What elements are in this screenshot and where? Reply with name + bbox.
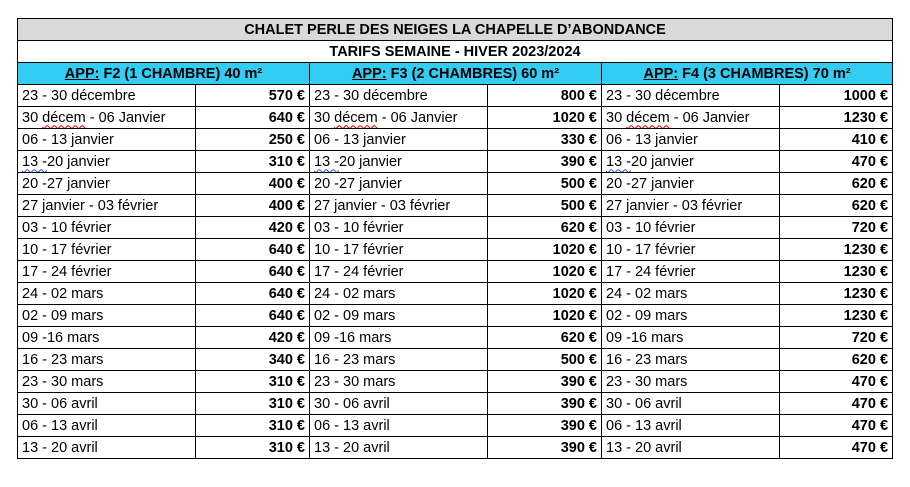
- period-cell: 24 - 02 mars: [602, 283, 780, 305]
- period-cell: 30 - 06 avril: [18, 393, 196, 415]
- table-row: [18, 349, 893, 371]
- period-cell: 09 -16 mars: [310, 327, 488, 349]
- price-cell: 250 €: [196, 129, 310, 151]
- price-cell: 1000 €: [780, 85, 893, 107]
- price-cell: 500 €: [488, 173, 602, 195]
- period-cell: 20 -27 janvier: [18, 173, 196, 195]
- price-cell: 720 €: [780, 217, 893, 239]
- price-cell: 620 €: [488, 217, 602, 239]
- period-cell: 03 - 10 février: [18, 217, 196, 239]
- price-cell: 640 €: [196, 305, 310, 327]
- period-cell: 16 - 23 mars: [602, 349, 780, 371]
- price-cell: 1020 €: [488, 261, 602, 283]
- price-cell: 570 €: [196, 85, 310, 107]
- period-cell: [310, 151, 488, 173]
- apartment-prefix: APP:: [64, 65, 100, 82]
- tariff-table: [17, 18, 893, 459]
- price-cell: 500 €: [488, 195, 602, 217]
- apartment-label: F3 (2 CHAMBRES) 60 m²: [386, 65, 560, 82]
- period-text: - 06 Janvier: [669, 109, 750, 126]
- period-cell: 13 - 20 avril: [18, 437, 196, 459]
- period-marked-text: 13 -: [606, 153, 631, 170]
- price-cell: 390 €: [488, 437, 602, 459]
- period-cell: 30 - 06 avril: [602, 393, 780, 415]
- period-text: - 06 Janvier: [377, 109, 458, 126]
- period-text: 30: [314, 109, 335, 126]
- title-row: [18, 19, 893, 41]
- price-cell: 500 €: [488, 349, 602, 371]
- price-cell: 410 €: [780, 129, 893, 151]
- table-row: [18, 107, 893, 129]
- price-cell: 390 €: [488, 371, 602, 393]
- period-cell: 23 - 30 décembre: [18, 85, 196, 107]
- price-cell: 400 €: [196, 195, 310, 217]
- table-row: [18, 173, 893, 195]
- period-marked-text: décem: [42, 109, 86, 126]
- period-cell: 02 - 09 mars: [310, 305, 488, 327]
- price-cell: 340 €: [196, 349, 310, 371]
- price-cell: 1230 €: [780, 107, 893, 129]
- period-text: 20 janvier: [339, 153, 402, 170]
- period-text: 30: [22, 109, 43, 126]
- price-cell: 310 €: [196, 393, 310, 415]
- table-row: [18, 129, 893, 151]
- period-cell: 27 janvier - 03 février: [18, 195, 196, 217]
- table-row: [18, 327, 893, 349]
- apartment-header-row: [18, 63, 893, 85]
- apartment-header-f4: [602, 63, 893, 85]
- table-row: [18, 415, 893, 437]
- price-cell: 800 €: [488, 85, 602, 107]
- period-cell: 16 - 23 mars: [18, 349, 196, 371]
- period-cell: 10 - 17 février: [310, 239, 488, 261]
- period-cell: [18, 107, 196, 129]
- price-cell: 400 €: [196, 173, 310, 195]
- period-cell: 23 - 30 mars: [602, 371, 780, 393]
- period-cell: 06 - 13 janvier: [18, 129, 196, 151]
- period-cell: 10 - 17 février: [18, 239, 196, 261]
- period-cell: 09 -16 mars: [602, 327, 780, 349]
- apartment-label: F2 (1 CHAMBRE) 40 m²: [99, 65, 263, 82]
- apartment-label: F4 (3 CHAMBRES) 70 m²: [678, 65, 851, 82]
- period-cell: 17 - 24 février: [18, 261, 196, 283]
- price-cell: 470 €: [780, 151, 893, 173]
- period-marked-text: 13 -: [22, 153, 47, 170]
- price-cell: 330 €: [488, 129, 602, 151]
- period-cell: [602, 107, 780, 129]
- period-text: 20 janvier: [47, 153, 110, 170]
- period-cell: [310, 107, 488, 129]
- table-row: [18, 217, 893, 239]
- table-row: [18, 239, 893, 261]
- price-cell: 620 €: [780, 349, 893, 371]
- price-cell: 620 €: [780, 173, 893, 195]
- price-cell: 310 €: [196, 415, 310, 437]
- subtitle-row: [18, 41, 893, 63]
- period-cell: 17 - 24 février: [310, 261, 488, 283]
- period-cell: 06 - 13 avril: [602, 415, 780, 437]
- table-subtitle: TARIFS SEMAINE - HIVER 2023/2024: [18, 41, 893, 63]
- price-cell: 310 €: [196, 371, 310, 393]
- period-cell: 06 - 13 avril: [310, 415, 488, 437]
- period-text: - 06 Janvier: [85, 109, 166, 126]
- period-cell: 23 - 30 mars: [18, 371, 196, 393]
- period-cell: 17 - 24 février: [602, 261, 780, 283]
- price-cell: 310 €: [196, 151, 310, 173]
- table-row: [18, 151, 893, 173]
- period-cell: 16 - 23 mars: [310, 349, 488, 371]
- price-cell: 1020 €: [488, 305, 602, 327]
- price-cell: 420 €: [196, 217, 310, 239]
- period-cell: [602, 151, 780, 173]
- period-cell: 10 - 17 février: [602, 239, 780, 261]
- period-cell: 13 - 20 avril: [310, 437, 488, 459]
- period-cell: 23 - 30 décembre: [602, 85, 780, 107]
- price-cell: 1020 €: [488, 107, 602, 129]
- period-cell: 24 - 02 mars: [310, 283, 488, 305]
- period-cell: 23 - 30 décembre: [310, 85, 488, 107]
- price-cell: 420 €: [196, 327, 310, 349]
- period-cell: 30 - 06 avril: [310, 393, 488, 415]
- price-cell: 640 €: [196, 107, 310, 129]
- price-cell: 390 €: [488, 415, 602, 437]
- table-row: [18, 305, 893, 327]
- period-cell: 06 - 13 janvier: [310, 129, 488, 151]
- price-cell: 1230 €: [780, 261, 893, 283]
- period-cell: 27 janvier - 03 février: [310, 195, 488, 217]
- table-row: [18, 195, 893, 217]
- period-marked-text: décem: [334, 109, 378, 126]
- apartment-prefix: APP:: [351, 65, 387, 82]
- period-cell: 24 - 02 mars: [18, 283, 196, 305]
- table-row: [18, 85, 893, 107]
- period-cell: 06 - 13 janvier: [602, 129, 780, 151]
- price-cell: 640 €: [196, 261, 310, 283]
- table-row: [18, 437, 893, 459]
- period-cell: 20 -27 janvier: [602, 173, 780, 195]
- price-cell: 1230 €: [780, 283, 893, 305]
- price-cell: 1020 €: [488, 239, 602, 261]
- table-row: [18, 261, 893, 283]
- period-text: 30: [606, 109, 627, 126]
- period-cell: 03 - 10 février: [602, 217, 780, 239]
- period-cell: [18, 151, 196, 173]
- period-text: 20 janvier: [631, 153, 694, 170]
- price-cell: 390 €: [488, 151, 602, 173]
- period-cell: 23 - 30 mars: [310, 371, 488, 393]
- period-cell: 03 - 10 février: [310, 217, 488, 239]
- price-cell: 470 €: [780, 393, 893, 415]
- period-cell: 02 - 09 mars: [18, 305, 196, 327]
- table-row: [18, 393, 893, 415]
- price-cell: 1230 €: [780, 305, 893, 327]
- apartment-header-f3: [310, 63, 602, 85]
- price-cell: 620 €: [488, 327, 602, 349]
- price-cell: 1230 €: [780, 239, 893, 261]
- price-cell: 720 €: [780, 327, 893, 349]
- apartment-prefix: APP:: [643, 65, 679, 82]
- table-row: [18, 283, 893, 305]
- price-cell: 310 €: [196, 437, 310, 459]
- price-cell: 640 €: [196, 283, 310, 305]
- period-cell: 06 - 13 avril: [18, 415, 196, 437]
- period-cell: 02 - 09 mars: [602, 305, 780, 327]
- period-cell: 09 -16 mars: [18, 327, 196, 349]
- period-cell: 13 - 20 avril: [602, 437, 780, 459]
- period-cell: 27 janvier - 03 février: [602, 195, 780, 217]
- price-cell: 470 €: [780, 371, 893, 393]
- price-cell: 470 €: [780, 415, 893, 437]
- price-cell: 640 €: [196, 239, 310, 261]
- period-cell: 20 -27 janvier: [310, 173, 488, 195]
- period-marked-text: décem: [626, 109, 670, 126]
- price-cell: 470 €: [780, 437, 893, 459]
- table-row: [18, 371, 893, 393]
- price-cell: 1020 €: [488, 283, 602, 305]
- price-cell: 620 €: [780, 195, 893, 217]
- price-cell: 390 €: [488, 393, 602, 415]
- tariff-rows: [18, 85, 893, 459]
- table-title: CHALET PERLE DES NEIGES LA CHAPELLE D’ABONDANCE: [18, 19, 893, 41]
- apartment-header-f2: [18, 63, 310, 85]
- period-marked-text: 13 -: [314, 153, 339, 170]
